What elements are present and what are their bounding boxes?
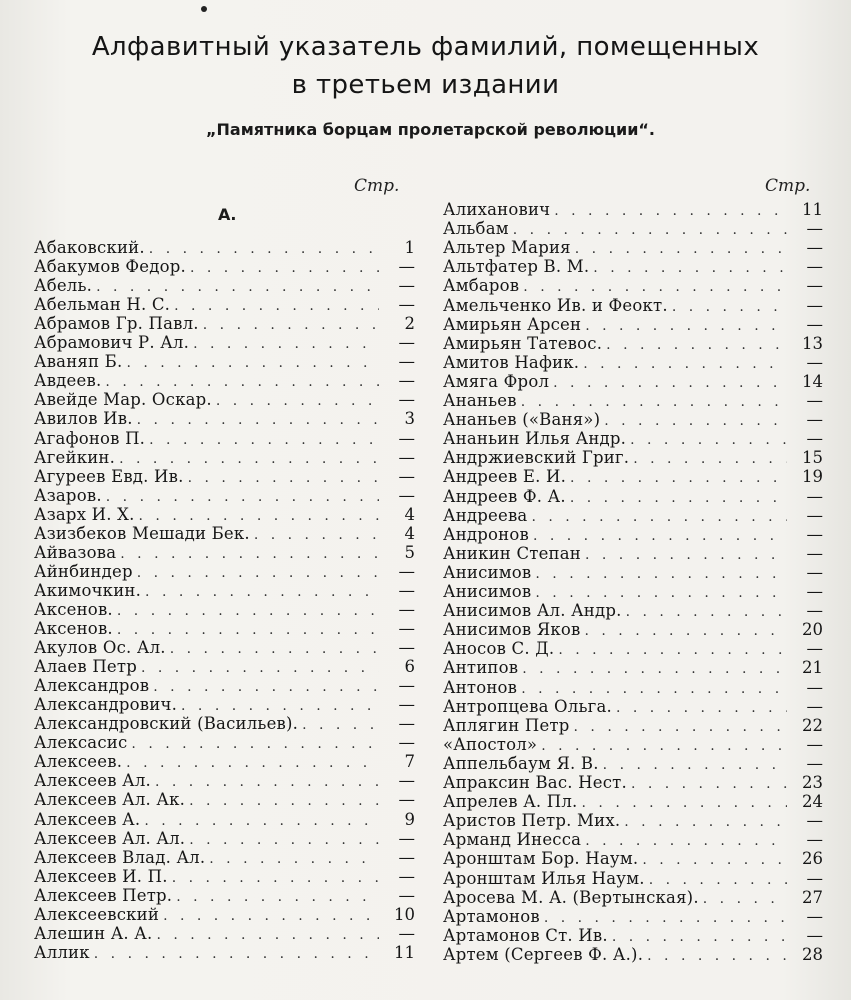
index-entry (34, 638, 415, 657)
index-entry (443, 506, 823, 525)
entry-name: Амяга Фрол (443, 371, 550, 391)
entry-page-number: — (398, 828, 415, 848)
entry-name: Арманд Инесса (443, 830, 582, 850)
index-entry (34, 238, 415, 257)
index-entry (443, 296, 823, 315)
entry-name: Аксенов. (34, 599, 113, 619)
entry-page-number: 21 (802, 658, 823, 678)
entry-name: Алиханович (443, 200, 551, 219)
index-entry (34, 257, 415, 276)
index-entry (34, 943, 415, 962)
index-entry (443, 888, 823, 907)
entry-name: Артамонов (443, 906, 540, 926)
index-entry (34, 467, 415, 486)
entry-page-number: — (806, 753, 823, 773)
entry-name: Андронов (443, 524, 529, 544)
index-entry (34, 371, 415, 390)
index-entry (443, 945, 823, 964)
index-entry (34, 543, 415, 562)
index-entry (34, 676, 415, 695)
index-entry (443, 620, 823, 639)
index-entry (34, 524, 415, 543)
index-entry (443, 487, 823, 506)
entry-name: Азизбеков Мешади Бек. (34, 523, 250, 543)
entry-page-number: 3 (404, 409, 415, 429)
index-entry (443, 219, 823, 238)
index-entry (34, 714, 415, 733)
index-entry (34, 295, 415, 314)
entry-name: Абакумов Федор. (34, 257, 186, 277)
index-entry (443, 544, 823, 563)
index-entry (443, 467, 823, 486)
entry-page-number: — (806, 276, 823, 296)
entry-name: Альтфатер В. М. (443, 257, 590, 277)
entry-name: Алексеев Петр. (34, 885, 173, 905)
entry-page-number: — (398, 638, 415, 658)
entry-name: Аникин Степан (443, 543, 581, 563)
entry-name: Андреев Ф. А. (443, 486, 566, 506)
entry-page-number: — (806, 582, 823, 601)
index-entry (443, 238, 823, 257)
entry-name: Алексеев Ал. Ак. (34, 790, 186, 810)
entry-page-number: — (398, 695, 415, 715)
entry-page-number: — (398, 676, 415, 696)
index-entry (443, 448, 823, 467)
entry-name: Агейкин. (34, 447, 116, 467)
index-entry (34, 790, 415, 809)
index-entry (34, 581, 415, 600)
entry-page-number: 24 (802, 792, 823, 812)
entry-page-number: — (398, 714, 415, 734)
entry-page-number: — (398, 866, 415, 886)
entry-name: Ананьев («Ваня») (443, 410, 601, 430)
entry-name: Ананьин Илья Андр. (443, 429, 627, 449)
entry-page-number: — (806, 352, 823, 372)
entry-page-number: — (398, 466, 415, 486)
entry-page-number: — (806, 543, 823, 563)
index-entry (34, 905, 415, 924)
entry-name: Алексеев Ал. Ал. (34, 828, 186, 848)
index-entry (34, 409, 415, 428)
entry-name: Анисимов (443, 582, 532, 601)
entry-page-number: 22 (802, 715, 823, 735)
index-entry (443, 735, 823, 754)
index-entry (443, 563, 823, 582)
entry-page-number: 26 (802, 849, 823, 869)
entry-page-number: 4 (404, 523, 415, 543)
entry-page-number: — (806, 219, 823, 239)
entry-name: Аносов С. Д. (443, 639, 555, 659)
entry-page-number: — (398, 771, 415, 791)
entry-page-number: — (806, 562, 823, 582)
page-column-header-left: Стр. (354, 176, 400, 196)
entry-page-number: — (398, 485, 415, 505)
index-entry (443, 658, 823, 677)
entry-name: Алаев Петр (34, 657, 137, 677)
index-entry (443, 926, 823, 945)
entry-name: Амирьян Татевос. (443, 333, 603, 353)
index-entry (443, 849, 823, 868)
dot-leader (94, 945, 379, 964)
entry-name: Алексеев. (34, 752, 123, 772)
index-entry (34, 695, 415, 714)
entry-page-number: — (806, 486, 823, 506)
entry-name: Аронштам Бор. Наум. (443, 849, 639, 869)
entry-name: Алексеев Влад. Ал. (34, 847, 206, 867)
entry-page-number: 2 (404, 314, 415, 334)
index-entry (34, 429, 415, 448)
entry-name: Абельман Н. С. (34, 295, 171, 315)
entry-name: Альбам (443, 219, 509, 239)
entry-name: Александровский (Васильев). (34, 714, 299, 734)
entry-page-number: — (806, 639, 823, 659)
entry-page-number: 5 (404, 542, 415, 562)
index-entry (443, 830, 823, 849)
index-entry (443, 334, 823, 353)
entry-page-number: — (806, 811, 823, 831)
entry-name: Авдеев. (34, 371, 102, 391)
index-entry (443, 811, 823, 830)
entry-name: Агафонов П. (34, 428, 146, 448)
entry-page-number: 27 (802, 887, 823, 907)
index-entry (34, 924, 415, 943)
index-entry (443, 257, 823, 276)
entry-page-number: 19 (802, 467, 823, 487)
entry-name: Артамонов Ст. Ив. (443, 925, 608, 945)
entry-name: Аронштам Илья Наум. (443, 868, 645, 888)
entry-page-number: — (806, 429, 823, 449)
entry-name: Айвазова (34, 542, 117, 562)
index-entry (34, 390, 415, 409)
entry-page-number: 1 (404, 238, 415, 257)
entry-page-number: 20 (802, 620, 823, 640)
entry-name: Андржиевский Григ. (443, 448, 630, 468)
index-entry (34, 752, 415, 771)
entry-page-number: — (398, 447, 415, 467)
entry-name: Алешин А. А. (34, 923, 153, 943)
entry-name: Акимочкин. (34, 580, 142, 600)
entry-name: Альтер Мария (443, 238, 571, 258)
entry-page-number: — (806, 734, 823, 754)
entry-page-number: — (806, 257, 823, 277)
entry-page-number: — (398, 847, 415, 867)
entry-name: Антипов (443, 658, 519, 678)
entry-page-number: 6 (404, 657, 415, 677)
entry-page-number: — (398, 923, 415, 943)
index-entry (34, 848, 415, 867)
index-entry (443, 601, 823, 620)
entry-page-number: 13 (802, 333, 823, 353)
page-title-line-2: в третьем издании (291, 70, 560, 100)
entry-page-number: — (806, 925, 823, 945)
entry-page-number: — (398, 428, 415, 448)
entry-page-number: 11 (802, 200, 823, 219)
entry-page-number: — (398, 599, 415, 619)
entry-page-number: 4 (404, 504, 415, 524)
entry-name: Ананьев (443, 391, 517, 410)
entry-page-number: 23 (802, 773, 823, 792)
entry-name: Артем (Сергеев Ф. А.). (443, 944, 644, 964)
entry-name: Аросева М. А. (Вертынская). (443, 887, 699, 907)
entry-page-number: — (806, 677, 823, 697)
index-entry (443, 907, 823, 926)
entry-name: Амитов Нафик. (443, 352, 580, 372)
index-entry (443, 525, 823, 544)
index-entry (34, 562, 415, 581)
index-entry (34, 733, 415, 752)
entry-page-number: — (398, 733, 415, 753)
entry-page-number: — (806, 238, 823, 258)
entry-name: Акулов Ос. Ал. (34, 638, 166, 658)
index-entry (34, 771, 415, 790)
entry-name: Абрамович Р. Ал. (34, 333, 190, 353)
entry-page-number: — (398, 390, 415, 410)
entry-name: Абаковский. (34, 238, 145, 257)
printer-dot (201, 6, 207, 12)
entry-page-number: 9 (404, 809, 415, 829)
index-entry (443, 678, 823, 697)
entry-page-number: — (398, 619, 415, 638)
entry-name: Айнбиндер (34, 561, 133, 581)
entry-name: Анисимов (443, 562, 532, 582)
page-column-header-right: Стр. (765, 176, 811, 196)
entry-name: Анисимов Яков (443, 620, 581, 640)
index-entry (443, 582, 823, 601)
entry-name: Алексеев А. (34, 809, 141, 829)
entry-name: Аппельбаум Я. В. (443, 753, 599, 773)
entry-page-number: — (806, 601, 823, 621)
index-entry (443, 372, 823, 391)
index-entry (34, 486, 415, 505)
entry-page-number: — (398, 580, 415, 600)
index-entry (34, 352, 415, 371)
entry-name: Амбаров (443, 276, 520, 296)
entry-name: Алексасис (34, 733, 128, 753)
index-entry (443, 792, 823, 811)
entry-page-number: — (806, 314, 823, 334)
entry-page-number: 7 (404, 752, 415, 772)
entry-name: Авилов Ив. (34, 409, 133, 429)
entry-name: Алексеев Ал. (34, 771, 151, 791)
index-entry (443, 869, 823, 888)
entry-page-number: — (398, 371, 415, 391)
index-entry (34, 657, 415, 676)
index-entry (34, 886, 415, 905)
entry-name: Александрович. (34, 695, 178, 715)
entry-page-number: — (806, 505, 823, 525)
entry-name: Алексеевский (34, 904, 160, 924)
index-entry (443, 754, 823, 773)
entry-page-number: — (398, 885, 415, 905)
index-entry (443, 410, 823, 429)
dot-leader (647, 947, 787, 966)
entry-page-number: — (806, 868, 823, 888)
index-entry (34, 810, 415, 829)
page-title-line-1: Алфавитный указатель фамилий, помещенных (91, 32, 760, 62)
index-entry (443, 276, 823, 295)
index-entry (443, 353, 823, 372)
index-entry (443, 200, 823, 219)
entry-name: Антонов (443, 677, 518, 697)
entry-page-number: — (806, 410, 823, 430)
entry-page-number: 14 (802, 371, 823, 391)
entry-name: Анисимов Ал. Андр. (443, 601, 622, 621)
index-entry (34, 619, 415, 638)
index-entry (443, 773, 823, 792)
index-entry (34, 505, 415, 524)
entry-name: Абель. (34, 276, 93, 296)
entry-page-number: — (806, 696, 823, 716)
entry-name: Аксенов. (34, 619, 113, 638)
entry-page-number: — (806, 830, 823, 850)
entry-name: Андреева (443, 505, 528, 525)
entry-page-number: — (398, 276, 415, 296)
index-entry (34, 867, 415, 886)
entry-name: Аллик (34, 942, 90, 962)
entry-page-number: — (398, 790, 415, 810)
entry-page-number: 11 (394, 942, 415, 962)
entry-name: Агуреев Евд. Ив. (34, 466, 184, 486)
entry-name: Апраксин Вас. Нест. (443, 773, 627, 792)
entry-page-number: — (398, 561, 415, 581)
index-entry (443, 639, 823, 658)
index-entry (34, 600, 415, 619)
entry-name: Авейде Мар. Оскар. (34, 390, 212, 410)
entry-page-number: — (398, 333, 415, 353)
page-subtitle: „Памятника борцам пролетарской революции“. (205, 120, 656, 139)
index-entry (443, 697, 823, 716)
index-entry (443, 716, 823, 735)
entry-name: «Апостол» (443, 734, 538, 754)
index-entry (443, 315, 823, 334)
entry-page-number: — (806, 295, 823, 315)
entry-name: Андреев Е. И. (443, 467, 567, 487)
entry-page-number: — (398, 257, 415, 277)
entry-page-number: 28 (802, 944, 823, 964)
entry-name: Азаров. (34, 485, 102, 505)
index-entry (443, 429, 823, 448)
entry-name: Азарх И. Х. (34, 504, 135, 524)
entry-name: Аваняп Б. (34, 352, 123, 372)
entry-page-number: 10 (394, 904, 415, 924)
entry-page-number: — (806, 906, 823, 926)
entry-page-number: — (806, 524, 823, 544)
section-letter: А. (218, 205, 237, 224)
entry-name: Апрелев А. Пл. (443, 792, 578, 812)
index-entry (34, 333, 415, 352)
entry-name: Александров (34, 676, 150, 696)
entry-page-number: — (806, 391, 823, 410)
entry-name: Антропцева Ольга. (443, 696, 612, 716)
entry-name: Амирьян Арсен (443, 314, 582, 334)
index-entry (34, 276, 415, 295)
entry-page-number: 15 (802, 448, 823, 468)
entry-name: Алексеев И. П. (34, 866, 168, 886)
entry-page-number: — (398, 352, 415, 372)
entry-name: Аплягин Петр (443, 715, 570, 735)
entry-name: Абрамов Гр. Павл. (34, 314, 199, 334)
entry-name: Амельченко Ив. и Феокт. (443, 295, 668, 315)
index-entry (34, 448, 415, 467)
index-entry (443, 391, 823, 410)
index-entry (34, 829, 415, 848)
index-entry (34, 314, 415, 333)
entry-page-number: — (398, 295, 415, 315)
entry-name: Аристов Петр. Мих. (443, 811, 621, 831)
